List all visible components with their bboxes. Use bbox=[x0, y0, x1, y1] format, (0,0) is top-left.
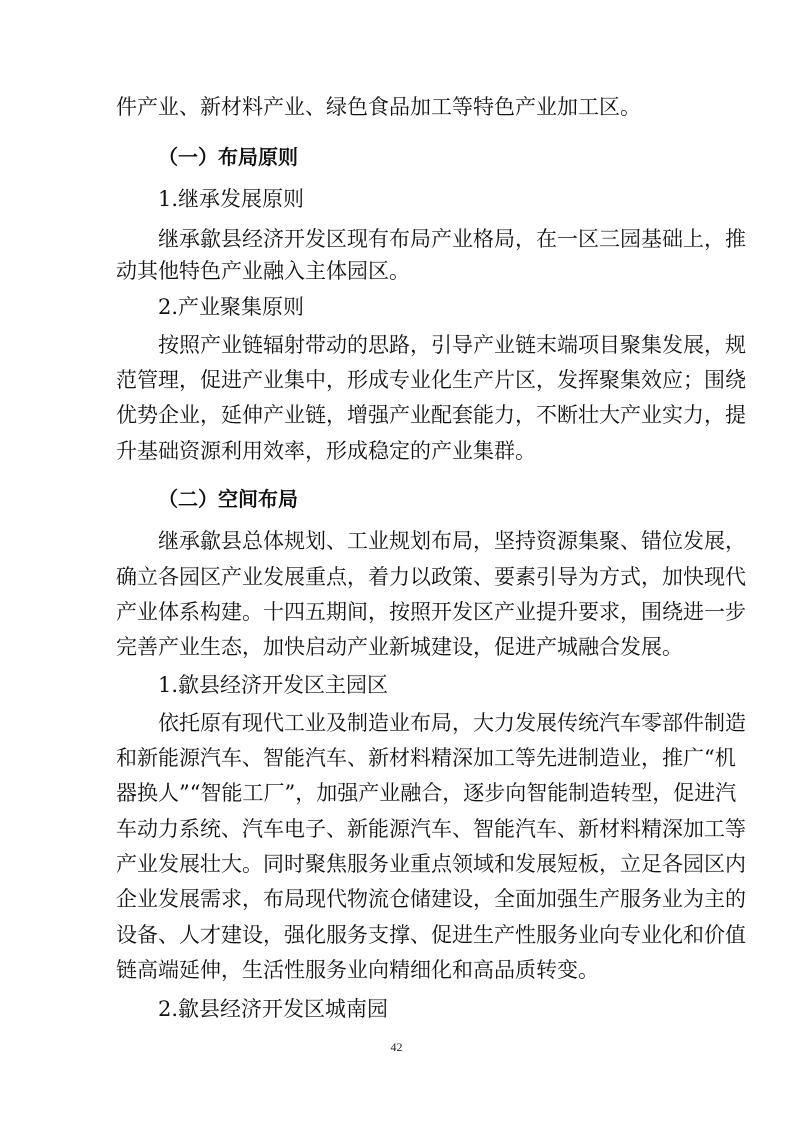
paragraph-line: 器换人”“智能工厂”，加强产业融合，逐步向智能制造转型，促进汽 bbox=[116, 781, 737, 805]
paragraph-line: 完善产业生态，加快启动产业新城建设，促进产城融合发展。 bbox=[116, 635, 683, 659]
paragraph-line: 按照产业链辐射带动的思路，引导产业链末端项目聚集发展，规 bbox=[158, 333, 746, 357]
paragraph-line: 优势企业，延伸产业链，增强产业配套能力，不断壮大产业实力，提 bbox=[116, 403, 746, 427]
section-heading-layout-principles: （一）布局原则 bbox=[158, 145, 298, 169]
paragraph-line: 依托原有现代工业及制造业布局，大力发展传统汽车零部件制造 bbox=[158, 711, 746, 735]
paragraph-line: 动其他特色产业融入主体园区。 bbox=[116, 259, 410, 283]
paragraph-line: 继承歙县经济开发区现有布局产业格局，在一区三园基础上，推 bbox=[158, 227, 746, 251]
paragraph-line: 设备、人才建设，强化服务支撑、促进生产性服务业向专业化和价值 bbox=[116, 923, 746, 947]
paragraph-line: 范管理，促进产业集中，形成专业化生产片区，发挥聚集效应；围绕 bbox=[116, 368, 746, 392]
subheading-cluster-principle: 2.产业聚集原则 bbox=[158, 295, 305, 319]
subheading-inheritance-principle: 1.继承发展原则 bbox=[158, 187, 305, 211]
paragraph-line: 件产业、新材料产业、绿色食品加工等特色产业加工区。 bbox=[116, 95, 641, 119]
subheading-main-park: 1.歙县经济开发区主园区 bbox=[158, 673, 389, 697]
subheading-chengnan-park: 2.歙县经济开发区城南园 bbox=[158, 997, 389, 1021]
paragraph-line: 确立各园区产业发展重点，着力以政策、要素引导为方式，加快现代 bbox=[116, 565, 746, 589]
paragraph-line: 链高端延伸，生活性服务业向精细化和高品质转变。 bbox=[116, 958, 599, 982]
paragraph-line: 产业体系构建。十四五期间，按照开发区产业提升要求，围绕进一步 bbox=[116, 600, 746, 624]
page-number: 42 bbox=[390, 1040, 403, 1054]
paragraph-line: 产业发展壮大。同时聚焦服务业重点领域和发展短板，立足各园区内 bbox=[116, 852, 746, 876]
paragraph-line: 升基础资源利用效率，形成稳定的产业集群。 bbox=[116, 439, 536, 463]
paragraph-line: 继承歙县总体规划、工业规划布局，坚持资源集聚、错位发展， bbox=[158, 529, 746, 553]
paragraph-line: 企业发展需求，布局现代物流仓储建设，全面加强生产服务业为主的 bbox=[116, 887, 746, 911]
section-heading-spatial-layout: （二）空间布局 bbox=[158, 487, 298, 511]
paragraph-line: 和新能源汽车、智能汽车、新材料精深加工等先进制造业，推广“机 bbox=[116, 746, 736, 770]
paragraph-line: 车动力系统、汽车电子、新能源汽车、智能汽车、新材料精深加工等 bbox=[116, 817, 746, 841]
